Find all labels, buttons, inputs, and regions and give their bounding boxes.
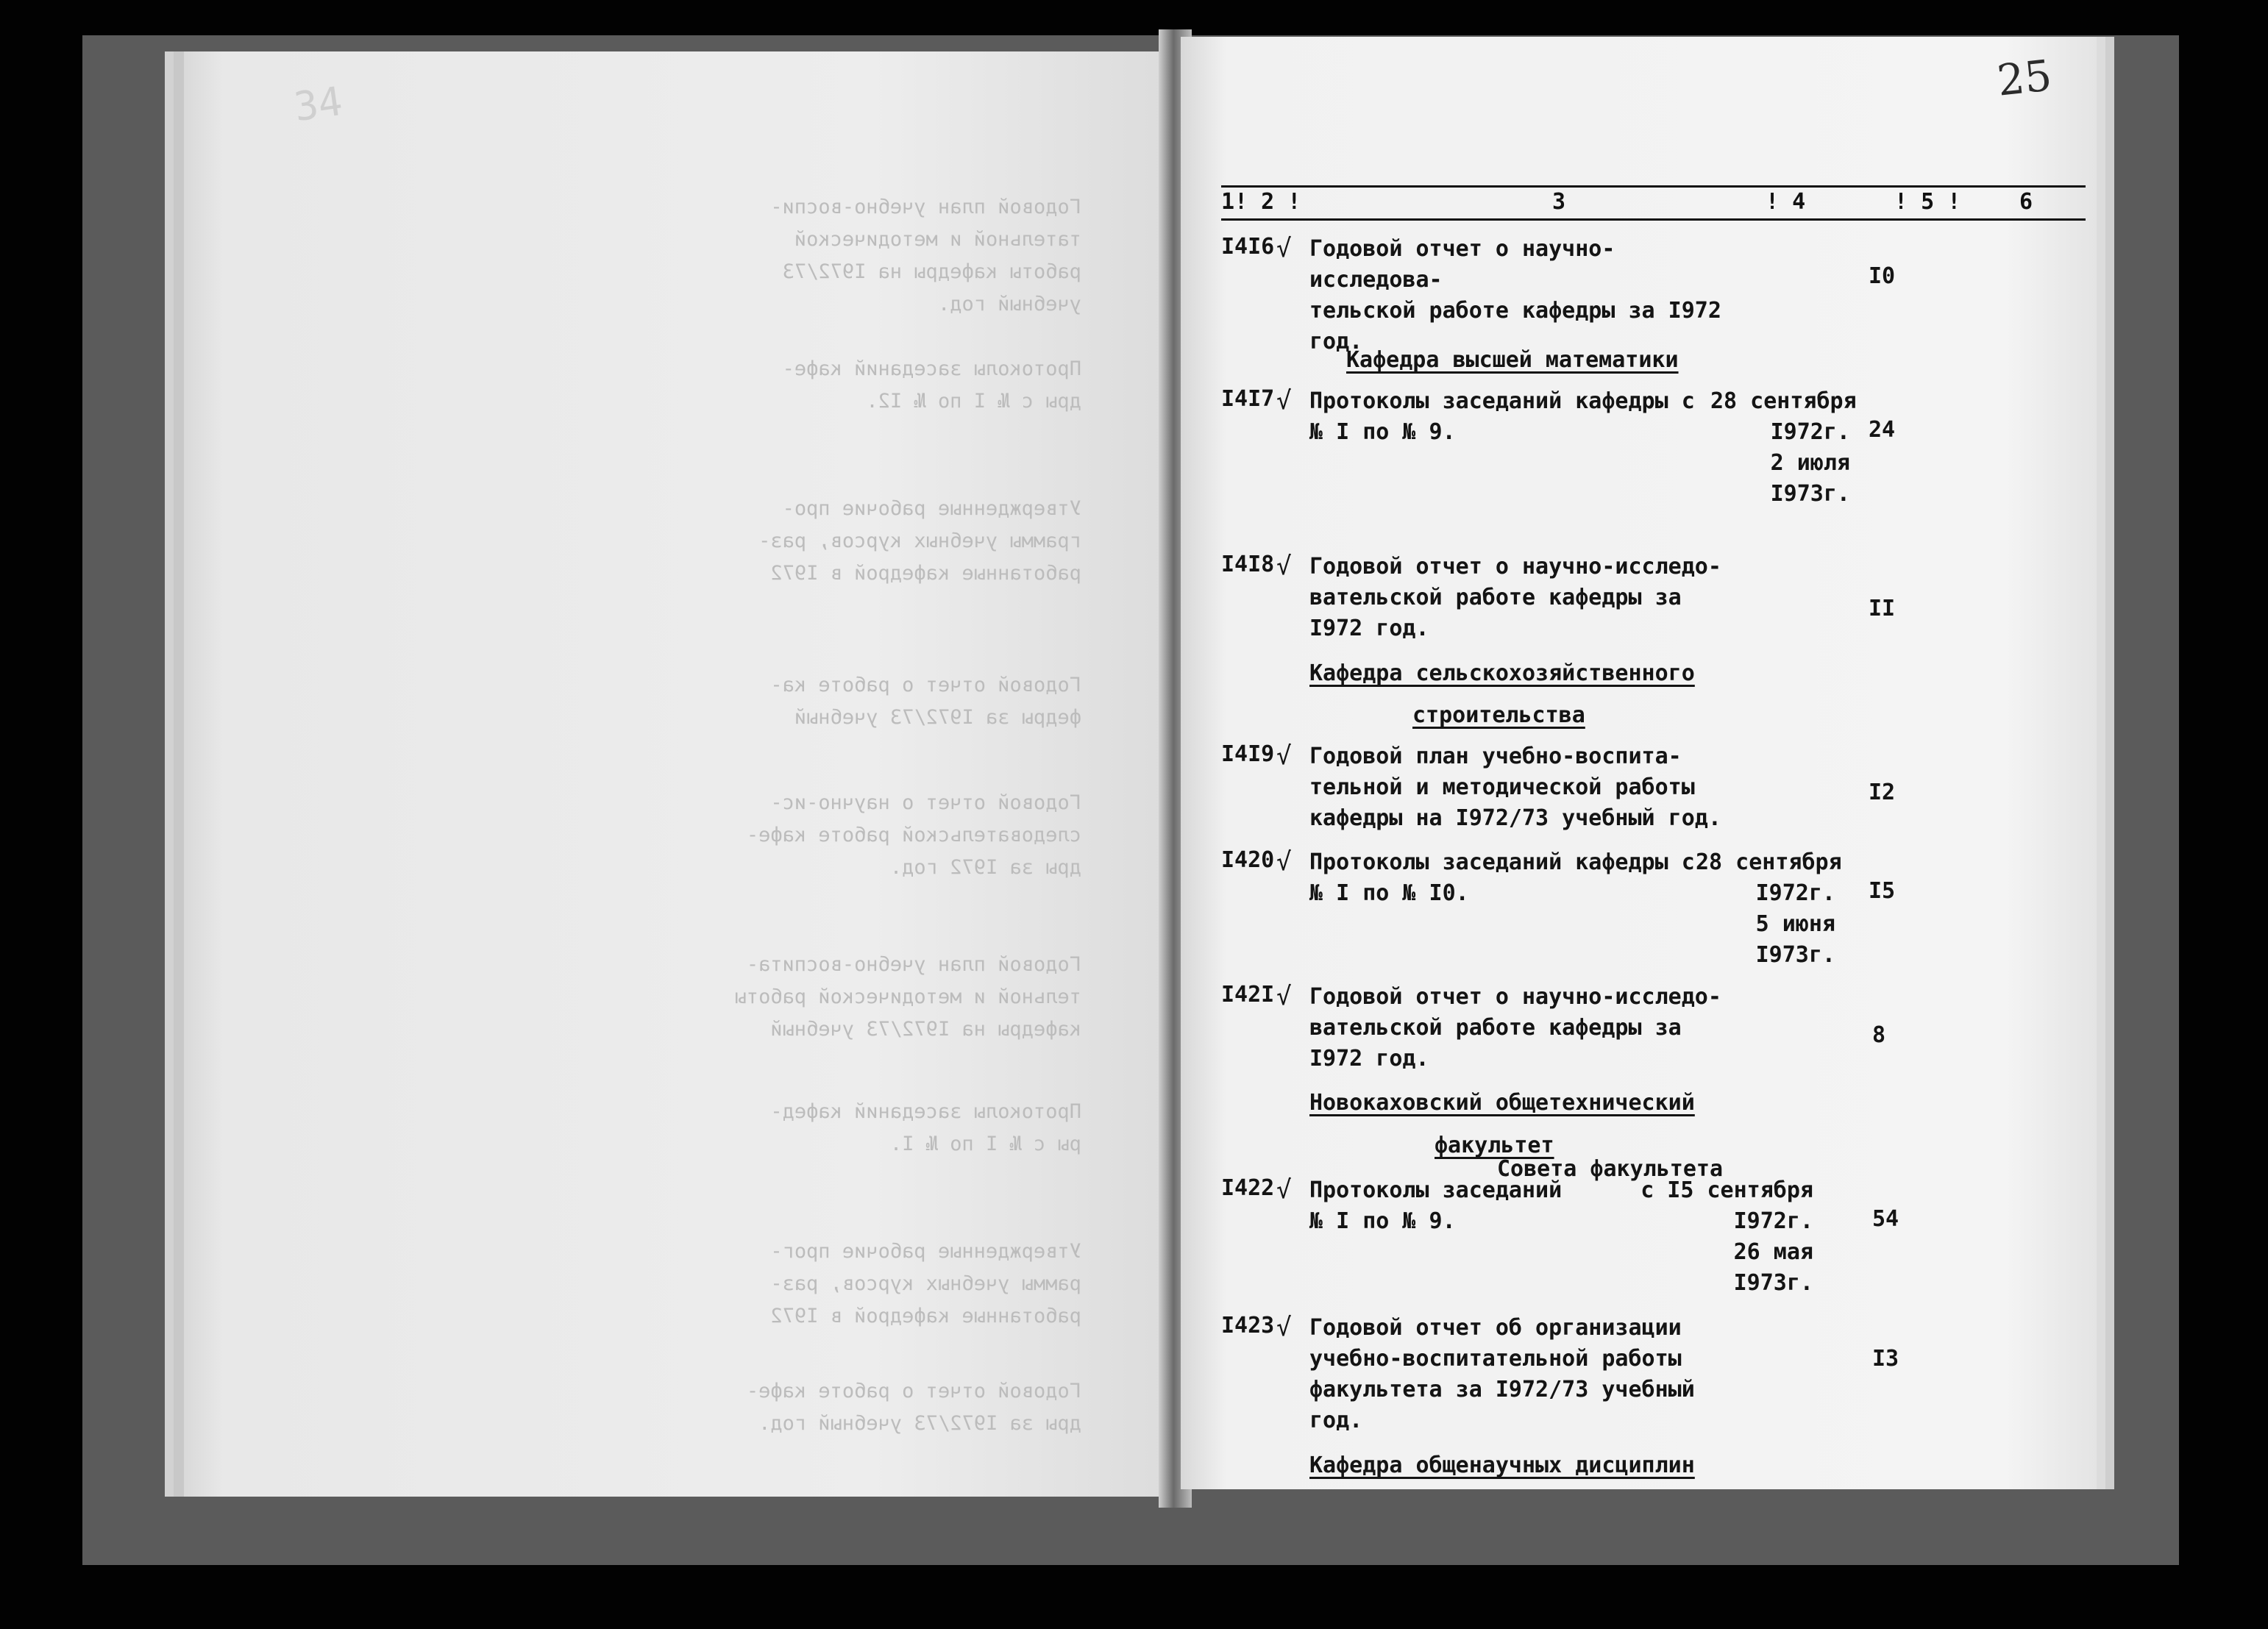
entry-dates: 28 сентября I972г. 2 июля I973г. — [1710, 388, 1857, 507]
entry-sheet-count: I5 — [1869, 878, 1896, 904]
entry-number: I4I6 — [1221, 234, 1275, 260]
left-page — [184, 51, 1170, 1497]
ghost-line: работанные кафедрой в I972 — [770, 1305, 1081, 1327]
check-mark-icon: √ — [1276, 1175, 1292, 1205]
entry-number: I4I7 — [1221, 386, 1275, 412]
check-mark-icon: √ — [1276, 741, 1292, 771]
check-mark-icon: √ — [1276, 1313, 1292, 1342]
entry-sheet-count: 8 — [1872, 1022, 1886, 1048]
ghost-line: Годовой план учебно-воспи- — [770, 196, 1081, 218]
entry-title: Годовой план учебно-воспита- тельной и методической работы кафедры на I972/73 учебный год. — [1309, 744, 1721, 831]
entry-dates: 28 сентября I972г. 5 июня I973г. — [1696, 849, 1842, 968]
entry-sheet-count: I0 — [1869, 263, 1896, 289]
section-heading: факультет — [1435, 1133, 1554, 1158]
ghost-line: учебный год. — [937, 293, 1081, 316]
column-header-5: ! 5 ! — [1894, 189, 1961, 215]
check-mark-icon: √ — [1276, 982, 1292, 1011]
ghost-line: кафедры на I972/73 учебный — [770, 1018, 1081, 1041]
ghost-line: работы кафедры на I972/73 — [782, 260, 1081, 283]
entry-sheet-count: I3 — [1872, 1346, 1899, 1372]
ghost-line: Годовой отчет о работе кафе- — [746, 1380, 1081, 1402]
ghost-line: Годовой отчет о работе ка- — [770, 674, 1081, 696]
right-page — [1181, 37, 2097, 1489]
ghost-line: ры с № I по № I. — [889, 1133, 1081, 1155]
entry-number: I422 — [1221, 1175, 1275, 1201]
inserted-annotation: Совета факультета — [1497, 1156, 1724, 1182]
ghost-line: Утвержденные рабочие про- — [782, 497, 1081, 520]
check-mark-icon: √ — [1276, 552, 1292, 581]
check-mark-icon: √ — [1276, 386, 1292, 416]
ghost-line: федры за I972/73 учебный — [794, 706, 1081, 729]
entry-sheet-count: 24 — [1869, 417, 1896, 443]
entry-number: I4I8 — [1221, 552, 1275, 577]
column-header-1-2: 1! 2 ! — [1221, 189, 1301, 215]
bleed-through-text — [184, 51, 1170, 1497]
section-heading: Кафедра сельскохозяйственного — [1309, 660, 1695, 686]
entry-sheet-count: 54 — [1872, 1206, 1899, 1232]
entry-title: Годовой отчет о научно-исследо- вательской работе кафедры за I972 год. — [1309, 554, 1721, 641]
ghost-line: Годовой отчет о научно-ис- — [770, 791, 1081, 814]
ghost-line: Протоколы заседаний кафе- — [782, 357, 1081, 380]
section-heading: Новокаховский общетехнический — [1309, 1090, 1695, 1116]
ghost-line: Протоколы заседаний кафед- — [770, 1100, 1081, 1123]
column-header-4: ! 4 — [1766, 189, 1806, 215]
left-folio-number: 34 — [291, 77, 346, 131]
check-mark-icon: √ — [1276, 847, 1292, 877]
entry-title: Протоколы заседаний № I по № 9. — [1309, 1177, 1563, 1234]
entry-number: I423 — [1221, 1313, 1275, 1339]
entry-title: Протоколы заседаний кафедры с № I по № 9. — [1309, 388, 1695, 445]
ghost-line: Утвержденные рабочие прог- — [770, 1240, 1081, 1263]
entry-sheet-count: II — [1869, 596, 1896, 621]
ghost-line: тельной и методической работы — [734, 985, 1081, 1008]
entry-number: I4I9 — [1221, 741, 1275, 767]
entry-sheet-count: I2 — [1869, 780, 1896, 805]
right-folio-number: 25 — [1994, 50, 2055, 106]
column-header-6: 6 — [2019, 189, 2033, 215]
ghost-line: дры с № I по № I2. — [866, 390, 1081, 413]
column-header-3: 3 — [1552, 189, 1566, 215]
ghost-line: граммы учебных курсов, раз- — [758, 530, 1081, 552]
ghost-line: дры за I972 год. — [889, 856, 1081, 879]
entry-title: Годовой отчет о научно-исследова- тельской работе кафедры за I972 год. — [1309, 236, 1721, 354]
entry-title: Протоколы заседаний кафедры с № I по № I0. — [1309, 849, 1695, 906]
ghost-line: дры за I972/73 учебный год. — [758, 1412, 1081, 1435]
entry-title: Годовой отчет о научно-исследо- вательской работе кафедры за I972 год. — [1309, 984, 1721, 1072]
section-heading: Кафедра высшей математики — [1346, 347, 1679, 373]
ghost-line: раммы учебных курсов, раз- — [770, 1272, 1081, 1295]
ghost-line: тательной и методической — [794, 228, 1081, 251]
ghost-line: следовательской работе кафе- — [746, 824, 1081, 846]
ghost-line: Годовой план учебно-воспита- — [746, 953, 1081, 976]
section-heading: Кафедра общенаучных дисциплин — [1309, 1452, 1695, 1478]
ghost-line: работанные кафедрой в I972 — [770, 562, 1081, 585]
section-heading: строительства — [1412, 702, 1585, 728]
entry-number: I42I — [1221, 982, 1275, 1008]
entry-dates: с I5 сентября I972г. 26 мая I973г. — [1640, 1177, 1813, 1296]
entry-title: Годовой отчет об организации учебно-воспитательной работы факультета за I972/73 учебный год. — [1309, 1315, 1695, 1433]
check-mark-icon: √ — [1276, 234, 1292, 263]
entry-number: I420 — [1221, 847, 1275, 873]
column-header-row — [1221, 185, 2086, 221]
